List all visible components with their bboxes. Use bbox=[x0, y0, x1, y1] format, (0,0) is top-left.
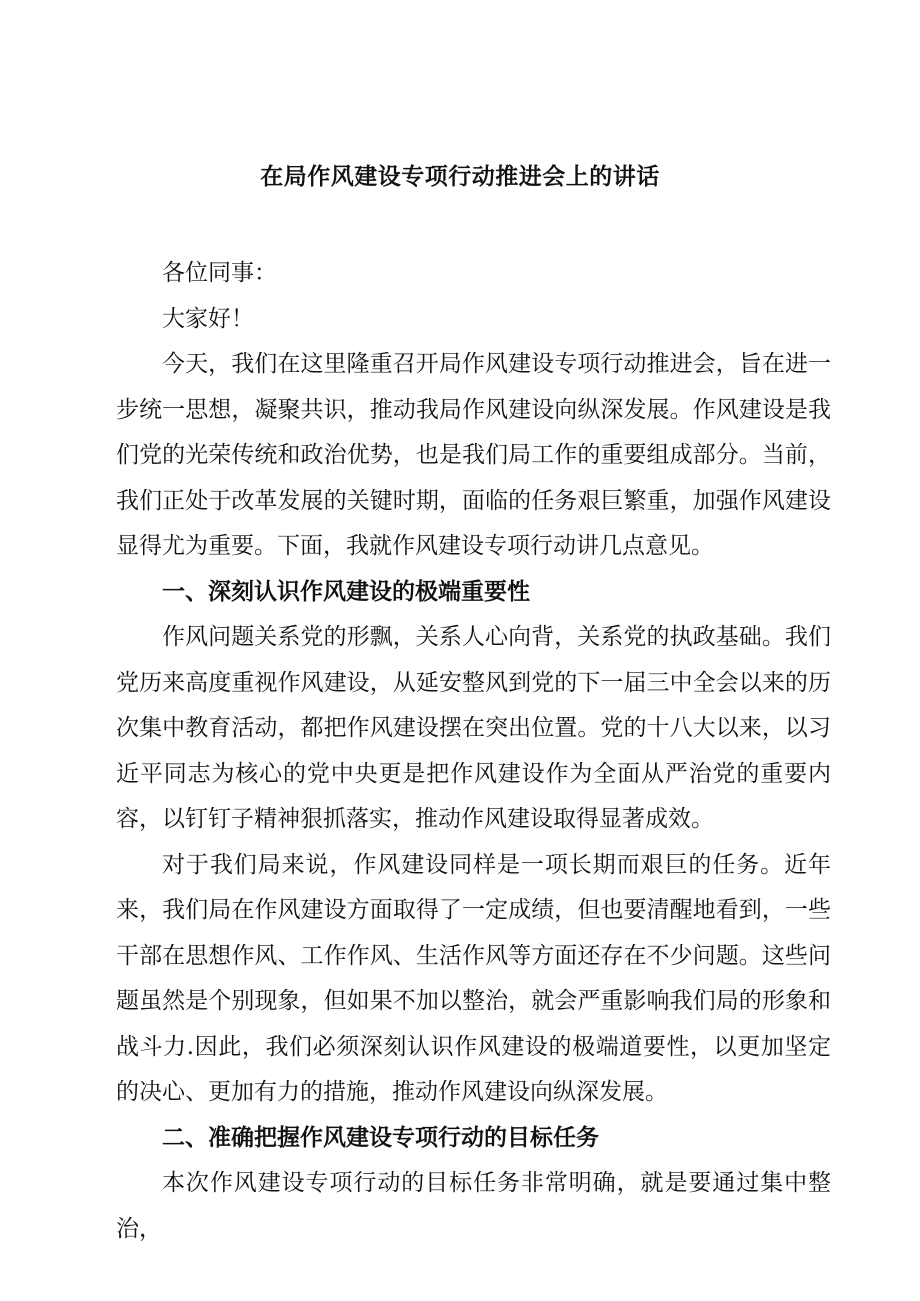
section-2-heading: 二、准确把握作风建设专项行动的目标任务 bbox=[162, 1124, 599, 1151]
section-1-paragraph-2: 对于我们局来说，作风建设同样是一项长期而艰巨的任务。近年来，我们局在作风建设方面取得了一定成绩，但也要清醒地看到，一些干部在思想作风、工作作风、生活作风等方面还存在不少问题。这些问题虽然是个别现象，但如果不加以整治，就会严重影响我们局的形象和战斗力.因此，我们必须深刻认识作风建设的极端道要性，以更加坚定的决心、更加有力的措施，推动作风建设向纵深发展。 bbox=[116, 851, 831, 1105]
document-body bbox=[116, 251, 831, 1252]
section-2-paragraph-1: 本次作风建设专项行动的目标任务非常明确，就是要通过集中整治， bbox=[116, 1170, 831, 1242]
document-title: 在局作风建设专项行动推进会上的讲话 bbox=[260, 164, 660, 190]
intro-paragraph: 今天，我们在这里隆重召开局作风建设专项行动推进会，旨在进一步统一思想，凝聚共识，推动我局作风建设向纵深发展。作风建设是我们党的光荣传统和政治优势，也是我们局工作的重要组成部分。当前，我们正处于改革发展的关键时期，面临的任务艰巨繁重，加强作风建设显得尤为重要。下面，我就作风建设专项行动讲几点意见。 bbox=[116, 351, 831, 559]
greeting: 大家好！ bbox=[162, 305, 254, 332]
section-1-paragraph-1: 作风问题关系党的形飘，关系人心向背，关系党的执政基础。我们党历来高度重视作风建设，从延安整风到党的下一届三中全会以来的历次集中教育活动，都把作风建设摆在突出位置。党的十八大以来，以习近平同志为核心的党中央更是把作风建设作为全面从严治党的重要内容，以钉钉子精神狠抓落实，推动作风建设取得显著成效。 bbox=[116, 624, 831, 832]
section-1-heading: 一、深刻认识作风建设的极端重要性 bbox=[162, 578, 530, 605]
salutation: 各位同事： bbox=[162, 260, 277, 286]
